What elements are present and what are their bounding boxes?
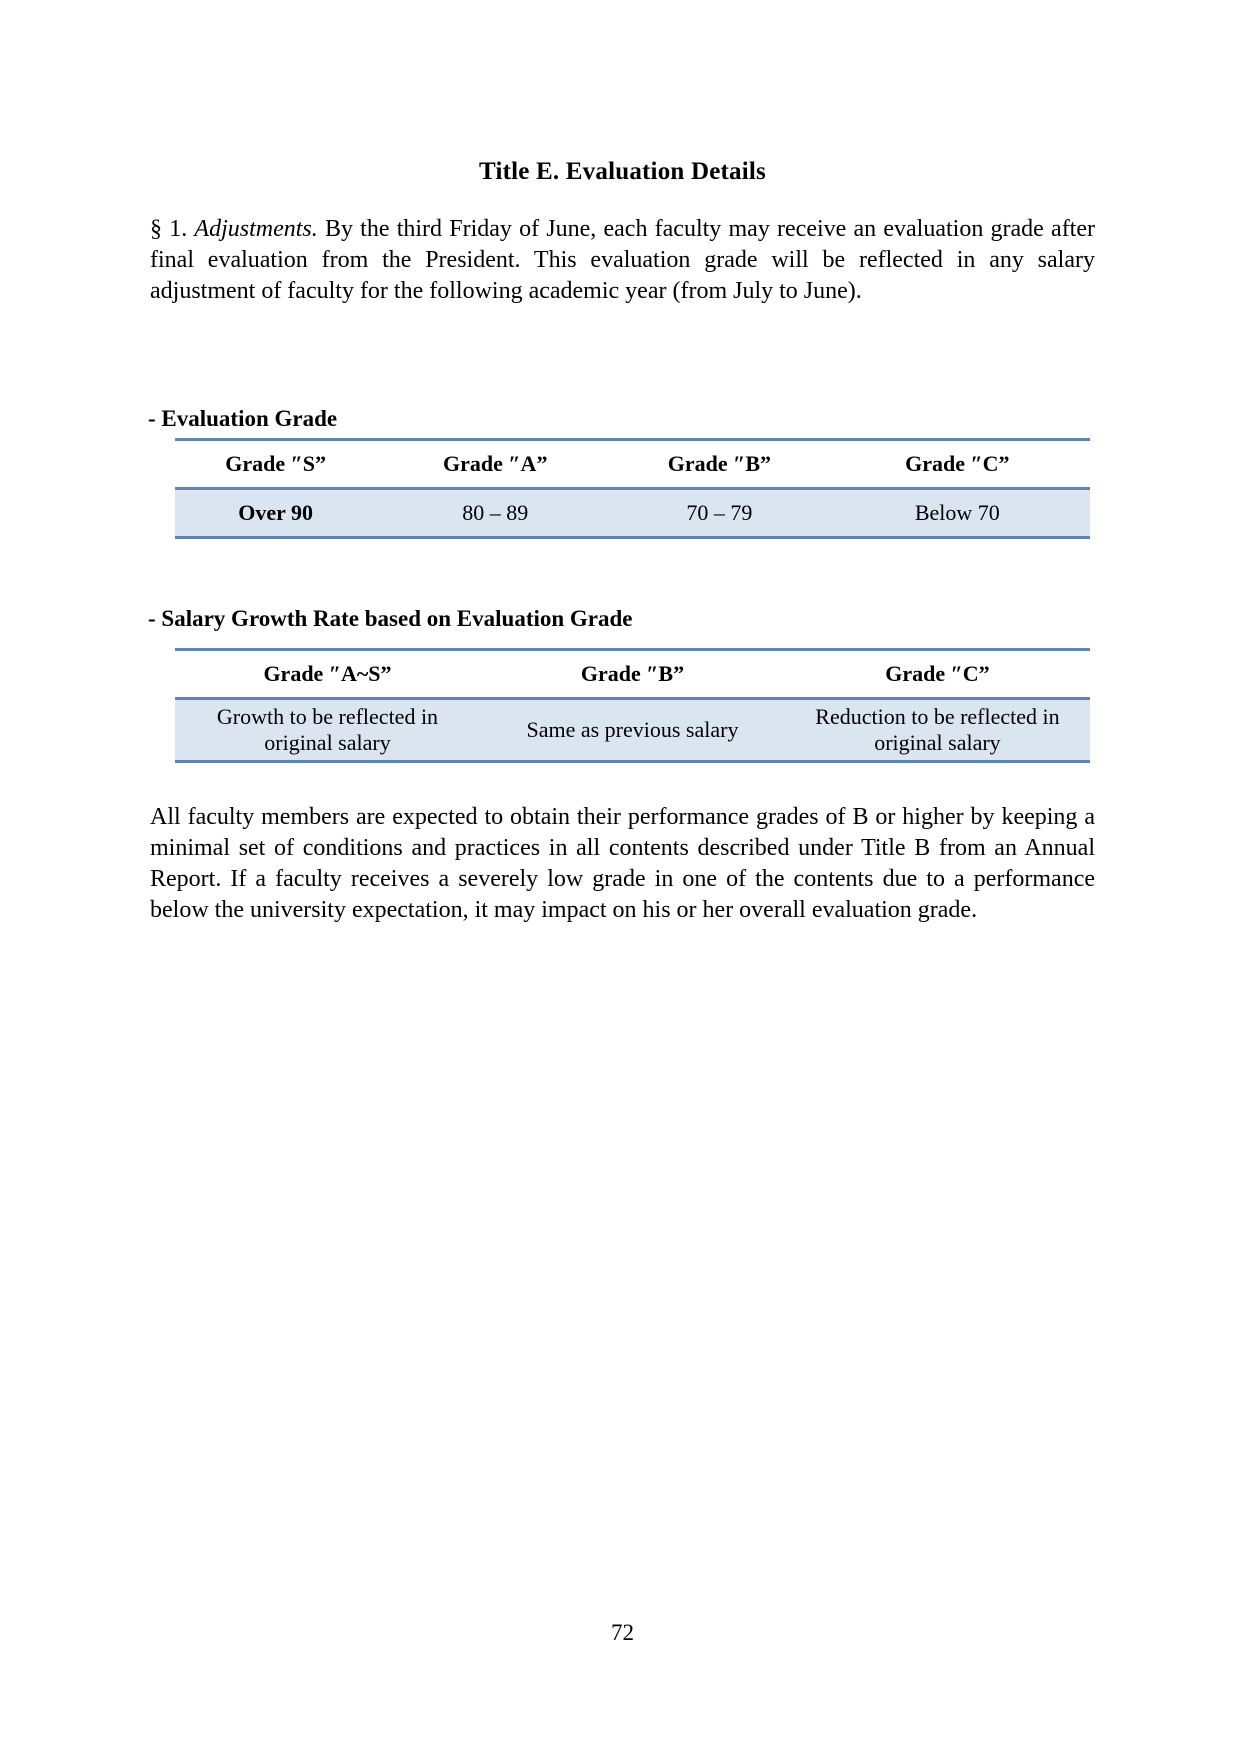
evaluation-grade-table — [175, 438, 1090, 539]
page-title: Title E. Evaluation Details — [479, 158, 766, 185]
page-number: 72 — [611, 1620, 634, 1645]
cell-70-79: 70 – 79 — [686, 500, 753, 525]
cell-over-90: Over 90 — [238, 500, 314, 525]
evaluation-grade-heading: - Evaluation Grade — [148, 406, 338, 431]
evaluation-grade-header-row — [175, 441, 1090, 490]
header-cell-grade-a: Grade ″A” — [443, 451, 548, 476]
header-cell-grade-c: Grade ″C” — [885, 661, 990, 686]
header-cell-grade-s: Grade ″S” — [225, 451, 327, 476]
cell-growth-reflected: Growth to be reflected in original salary — [216, 704, 439, 755]
section-marker: § 1. — [150, 216, 195, 242]
cell-same-salary: Same as previous salary — [526, 717, 739, 742]
salary-growth-data-row — [175, 700, 1090, 760]
salary-growth-table — [175, 648, 1090, 763]
header-cell-grade-b: Grade ″B” — [580, 661, 685, 686]
cell-reduction-reflected: Reduction to be reflected in original salary — [815, 704, 1060, 755]
cell-below-70: Below 70 — [914, 500, 1000, 525]
adjustments-lead-italic: Adjustments. — [194, 216, 318, 242]
evaluation-grade-data-row — [175, 490, 1090, 536]
header-cell-grade-c: Grade ″C” — [905, 451, 1010, 476]
adjustments-body-text: By the third Friday of June, each faculty may receive an evaluation grade after final evaluation from the President. This evaluation grade will be reflected in any salary adjustment of faculty for the following academic year (from July to June). — [150, 216, 1095, 304]
salary-growth-heading: - Salary Growth Rate based on Evaluation Grade — [148, 606, 633, 631]
header-cell-grade-as: Grade ″A~S” — [263, 661, 392, 686]
cell-80-89: 80 – 89 — [462, 500, 529, 525]
adjustments-paragraph — [150, 214, 1095, 307]
closing-paragraph: All faculty members are expected to obtain their performance grades of B or higher by keeping a minimal set of conditions and practices in all contents described under Title B from an Annual Report. If a faculty receives a severely low grade in one of the contents due to a performance below the university expectation, it may impact on his or her overall evaluation grade. — [150, 804, 1095, 923]
header-cell-grade-b: Grade ″B” — [667, 451, 771, 476]
salary-growth-header-row — [175, 651, 1090, 700]
